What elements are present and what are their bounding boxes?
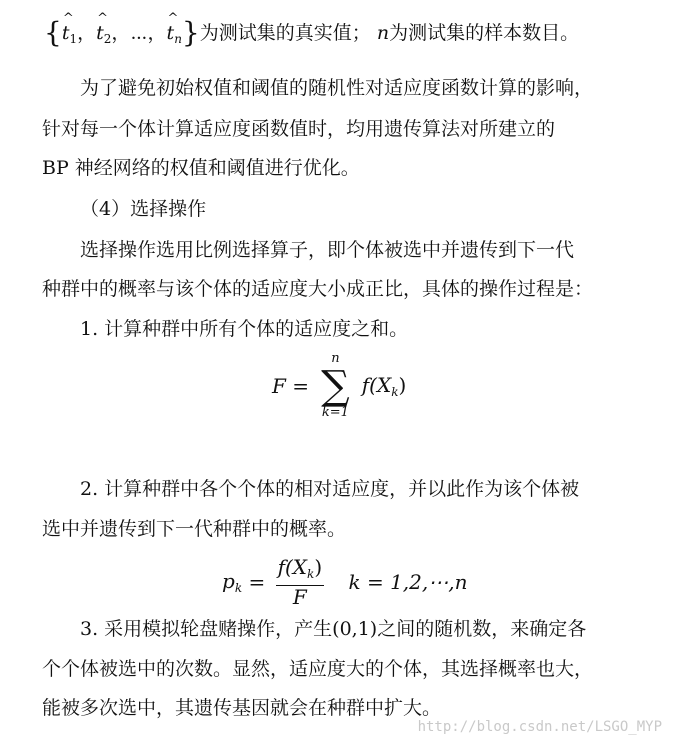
ellipsis: ⋯: [130, 22, 148, 44]
right-brace: }: [181, 16, 200, 49]
formula1-lhs: F: [272, 374, 286, 398]
sigma-symbol: ∑: [321, 363, 350, 409]
section-heading: （4）选择操作: [80, 198, 207, 220]
step3-line3: 能被多次选中，其遗传基因就会在种群中扩大。: [42, 697, 442, 719]
step3-line2: 个个体被选中的次数。显然，适应度大的个体，其选择概率也大，: [42, 658, 594, 680]
sum-lower-limit: k=1: [321, 405, 349, 420]
fraction-denominator: F: [292, 585, 307, 609]
formula-probability: [222, 556, 467, 608]
formula1-eq: =: [292, 374, 310, 398]
para1-line3: BP 神经网络的权值和阈值进行优化。: [42, 157, 360, 179]
sum-upper-limit: n: [331, 351, 340, 366]
line1-text2: 为测试集的样本数目。: [389, 22, 580, 44]
para1-line1: 为了避免初始权值和阈值的随机性对适应度函数计算的影响，: [80, 77, 594, 99]
text-line-1: {^ $t_1$，^ $t_2$，⋯，^ $t_n$}为测试集的真实值； n为测试集的样本数目。: [44, 20, 579, 52]
fraction-numerator: $f(X_k)$: [276, 556, 325, 586]
step2-line1: 2. 计算种群中各个个体的相对适应度，并以此作为该个体被: [80, 478, 580, 500]
watermark: http://blog.csdn.net/LSGO_MYP: [417, 719, 662, 735]
left-brace: {: [44, 16, 62, 49]
var-t2: ^ $t_2$: [96, 22, 111, 44]
step2-line2: 选中并遗传到下一代种群中的概率。: [42, 518, 347, 540]
var-n: n: [376, 22, 390, 44]
para2-line2: 种群中的概率与该个体的适应度大小成正比，具体的操作过程是：: [42, 278, 594, 300]
line1-text1: 为测试集的真实值；: [199, 22, 371, 44]
fraction: [276, 556, 325, 608]
var-tn: ^ $t_n$: [167, 22, 182, 44]
formula2-eq: =: [248, 570, 266, 594]
step1-text: 1. 计算种群中所有个体的适应度之和。: [80, 318, 409, 340]
var-t1: ^ $t_1$: [62, 22, 77, 44]
para2-line1: 选择操作选用比例选择算子，即个体被选中并遗传到下一代: [80, 239, 575, 261]
summation: [315, 352, 355, 420]
formula-sum: [272, 352, 406, 420]
formula2-condition: k = 1,2,⋯,n: [348, 570, 468, 594]
formula1-term: $f(X_k)$: [361, 373, 407, 399]
step3-line1: 3. 采用模拟轮盘赌操作，产生(0,1)之间的随机数，来确定各: [80, 618, 587, 640]
formula2-lhs: $p_k$: [222, 569, 243, 595]
para1-line2: 针对每一个体计算适应度函数值时，均用遗传算法对所建立的: [42, 118, 556, 140]
